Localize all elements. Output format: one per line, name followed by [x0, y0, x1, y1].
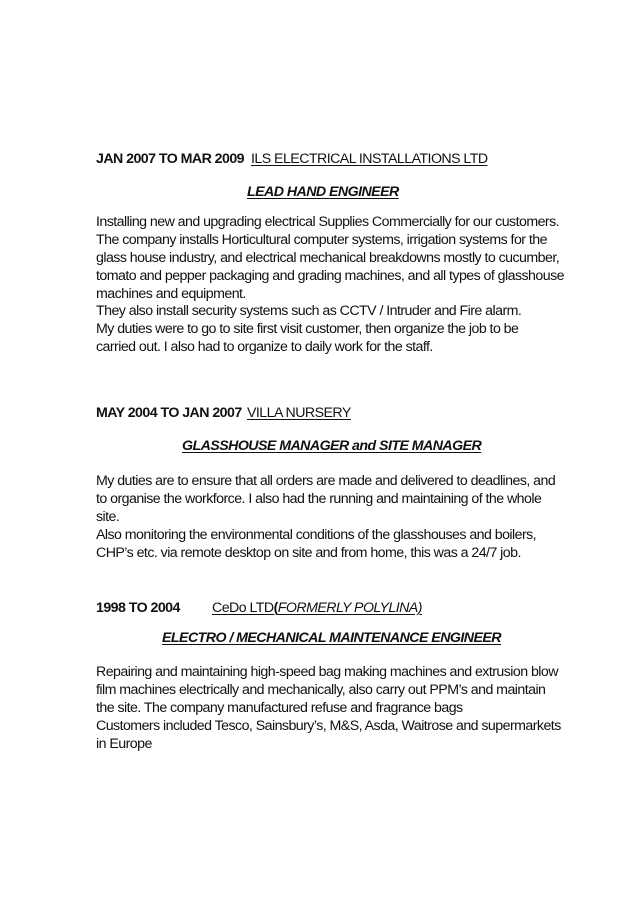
job-title: LEAD HAND ENGINEER [247, 184, 399, 200]
job-dates: 1998 TO 2004 [96, 600, 180, 616]
description-line: film machines electrically and mechanically, also carry out PPM’s and maintain [96, 682, 546, 698]
description-line: They also install security systems such as CCTV / Intruder and Fire alarm. [96, 303, 522, 319]
description-line: to organise the workforce. I also had the running and maintaining of the whole [96, 491, 542, 507]
job-title: ELECTRO / MECHANICAL MAINTENANCE ENGINEER [162, 630, 501, 646]
job-dates: JAN 2007 TO MAR 2009 [96, 151, 245, 167]
description-line: CHP’s etc. via remote desktop on site and from home, this was a 24/7 job. [96, 545, 521, 561]
description-line: the site. The company manufactured refuse and fragrance bags [96, 700, 463, 716]
description-line: site. [96, 509, 120, 525]
description-line: Repairing and maintaining high-speed bag making machines and extrusion blow [96, 664, 558, 680]
company-paren: ( [273, 600, 278, 616]
company-current: CeDo LTD [212, 600, 274, 616]
description-line: Also monitoring the environmental conditions of the glasshouses and boilers, [96, 527, 537, 543]
description-line: machines and equipment. [96, 286, 246, 302]
job-title: GLASSHOUSE MANAGER and SITE MANAGER [182, 438, 482, 454]
description-line: in Europe [96, 736, 152, 752]
description-line: Installing new and upgrading electrical Supplies Commercially for our customers. [96, 214, 560, 230]
description-line: The company installs Horticultural computer systems, irrigation systems for the [96, 232, 547, 248]
job-dates: MAY 2004 TO JAN 2007 [96, 405, 242, 421]
company-former: FORMERLY POLYLINA) [277, 600, 422, 616]
description-line: Customers included Tesco, Sainsbury’s, M&S, Asda, Waitrose and supermarkets [96, 718, 561, 734]
description-line: My duties were to go to site first visit customer, then organize the job to be [96, 321, 519, 337]
description-line: tomato and pepper packaging and grading machines, and all types of glasshouse [96, 268, 564, 284]
description-line: My duties are to ensure that all orders are made and delivered to deadlines, and [96, 473, 556, 489]
company-name: ILS ELECTRICAL INSTALLATIONS LTD [251, 151, 488, 167]
company-name [212, 599, 422, 617]
description-line: glass house industry, and electrical mechanical breakdowns mostly to cucumber, [96, 250, 560, 266]
company-name: VILLA NURSERY [247, 405, 351, 421]
description-line: carried out. I also had to organize to daily work for the staff. [96, 339, 433, 355]
